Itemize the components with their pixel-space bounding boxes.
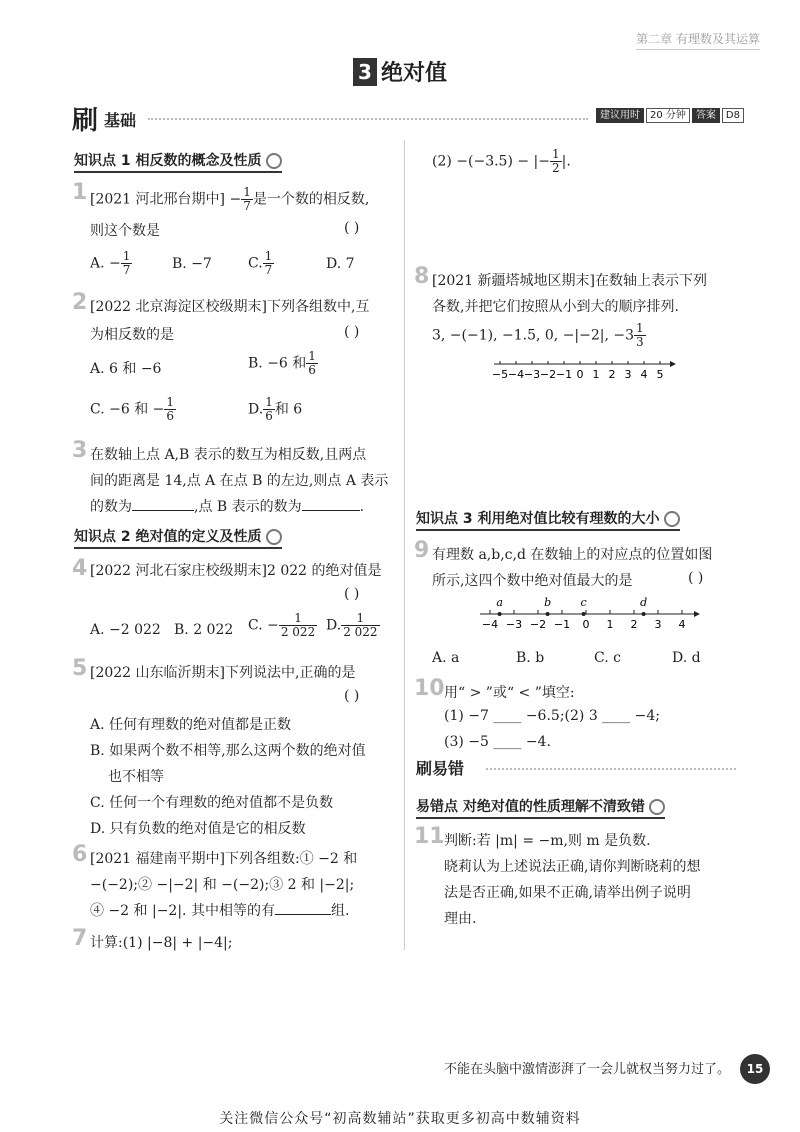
- q6-text-b: 组.: [330, 903, 350, 919]
- option-d: D.: [326, 617, 342, 634]
- q4-option-c: [248, 612, 317, 639]
- knowledge-point-1: [74, 150, 282, 173]
- q6-line3: [90, 900, 349, 920]
- q5-option-c: C. 任何一个有理数的绝对值都不是负数: [90, 795, 334, 811]
- title-number: 3: [353, 58, 377, 86]
- question-number: 3: [72, 438, 88, 463]
- q7-line2: [432, 148, 571, 175]
- tick-label: −4: [481, 618, 499, 631]
- option-d: D.: [248, 401, 264, 418]
- question-number: 9: [414, 538, 430, 563]
- q1-text-b: 是一个数的相反数,: [252, 191, 370, 208]
- q10-line3: (3) −5 ____ −4.: [444, 734, 551, 750]
- denominator: 7: [243, 199, 251, 213]
- dotted-divider: [486, 768, 736, 770]
- fill-blank[interactable]: [132, 510, 194, 511]
- q1-option-a: [90, 250, 132, 277]
- q10-line1: 用“ > ”或“ < ”填空:: [444, 685, 575, 701]
- arrow-icon: [670, 361, 676, 367]
- q10-line2: (1) −7 ____ −6.5;(2) 3 ____ −4;: [444, 708, 660, 724]
- question-number: 4: [72, 556, 88, 581]
- q1-option-c: [248, 250, 274, 277]
- question-number: 10: [414, 676, 445, 701]
- point-dot: [642, 612, 646, 616]
- page-number: 15: [740, 1054, 770, 1084]
- time-label: 建议用时: [596, 108, 644, 123]
- point-label: b: [544, 596, 552, 609]
- fraction: [634, 322, 646, 349]
- tick-label: 0: [582, 618, 590, 631]
- knowledge-point-3: [416, 508, 680, 531]
- kp3-text: 知识点 3 利用绝对值比较有理数的大小: [416, 511, 660, 527]
- q4-option-d: [326, 612, 380, 639]
- numerator: 1: [636, 321, 644, 335]
- numerator: 1: [122, 249, 131, 263]
- q9-number-line: [476, 596, 706, 636]
- q7-text-a: (2) −(−3.5) − |−: [432, 153, 551, 170]
- q9-option-d: D. d: [672, 650, 701, 666]
- q5-option-b-cont: 也不相等: [108, 769, 164, 785]
- tick-label: −3: [523, 368, 541, 381]
- question-number: 6: [72, 842, 88, 867]
- fraction: [121, 250, 133, 277]
- tick-label: 4: [640, 368, 648, 381]
- q11-line3: 法是否正确,如果不正确,请举出例子说明: [444, 885, 691, 901]
- answer-bracket: ( ): [344, 586, 360, 602]
- question-number: 7: [72, 926, 88, 951]
- q3-line2: 间的距离是 14,点 A 在点 B 的左边,则点 A 表示: [90, 473, 389, 489]
- error-section-title: 刷易错: [416, 759, 465, 778]
- question-number: 8: [414, 264, 430, 289]
- option-c: C. −: [248, 617, 279, 634]
- denominator: 6: [265, 409, 273, 423]
- denominator: 2 022: [343, 625, 378, 639]
- tick-label: −4: [507, 368, 525, 381]
- target-icon: [664, 511, 680, 527]
- q8-number-line: [490, 356, 680, 384]
- q3-line1: 在数轴上点 A,B 表示的数互为相反数,且两点: [90, 447, 367, 463]
- chapter-header: 第二章 有理数及其运算: [636, 30, 760, 50]
- tick-label: 2: [608, 368, 616, 381]
- numerator: 1: [341, 612, 379, 626]
- q9-option-a: A. a: [432, 650, 460, 666]
- q7-line1: 计算:(1) |−8| + |−4|;: [90, 935, 233, 951]
- tick-label: −3: [505, 618, 523, 631]
- knowledge-point-2: [74, 526, 282, 549]
- axis-points: [496, 596, 647, 616]
- title-text: 绝对值: [380, 61, 447, 86]
- time-box: [596, 108, 746, 123]
- q8-line1: [2021 新疆塔城地区期末]在数轴上表示下列: [432, 273, 708, 289]
- point-label: d: [640, 596, 648, 609]
- page-title: [0, 56, 800, 87]
- answer-bracket: ( ): [688, 570, 704, 586]
- q5-option-b: B. 如果两个数不相等,那么这两个数的绝对值: [90, 743, 366, 759]
- denominator: 2 022: [280, 625, 316, 639]
- q8-line3: [432, 322, 646, 349]
- denominator: 3: [636, 335, 644, 349]
- fraction: [263, 250, 275, 277]
- point-label: c: [580, 596, 587, 609]
- denominator: 7: [122, 263, 131, 277]
- tick-label: −2: [529, 618, 547, 631]
- numerator: 1: [166, 395, 175, 409]
- error-point: [416, 796, 665, 819]
- question-number: 11: [414, 824, 445, 849]
- q11-line2: 晓莉认为上述说法正确,请你判断晓莉的想: [444, 859, 701, 875]
- answer-bracket: ( ): [344, 688, 360, 704]
- fill-blank[interactable]: [302, 510, 360, 511]
- fraction: [241, 186, 253, 213]
- option-b: B. −6 和: [248, 355, 307, 372]
- q1-option-d: D. 7: [326, 256, 355, 272]
- question-number: 1: [72, 180, 88, 205]
- fraction: [550, 148, 562, 175]
- q2-option-a: A. 6 和 −6: [90, 361, 162, 377]
- q9-option-b: B. b: [516, 650, 545, 666]
- q8-numbers: 3, −(−1), −1.5, 0, −|−2|, −3: [432, 327, 635, 344]
- q1-text: [2021 河北邢台期中] −: [90, 191, 242, 208]
- q2-option-c: [90, 396, 176, 423]
- q11-line4: 理由.: [444, 911, 477, 927]
- column-divider: [404, 140, 405, 950]
- option-d-tail: 和 6: [274, 401, 303, 418]
- point-dot: [582, 612, 586, 616]
- q6-text-a: ④ −2 和 |−2|. 其中相等的有: [90, 903, 275, 919]
- point-label: a: [496, 596, 503, 609]
- answer-bracket: ( ): [344, 220, 360, 236]
- fraction: [164, 396, 176, 423]
- fraction: [279, 612, 317, 639]
- tick-label: 3: [624, 368, 632, 381]
- tick-label: 3: [654, 618, 662, 631]
- tick-label: −2: [539, 368, 557, 381]
- q5-line1: [2022 山东临沂期末]下列说法中,正确的是: [90, 665, 356, 681]
- q8-line2: 各数,并把它们按照从小到大的顺序排列.: [432, 299, 679, 315]
- option-a: A. −: [90, 255, 121, 272]
- q3-text-c: .: [359, 499, 365, 515]
- tick-label: 1: [606, 618, 614, 631]
- q4-option-b: B. 2 022: [174, 622, 234, 638]
- denominator: 7: [264, 263, 273, 277]
- fraction: [341, 612, 379, 639]
- numerator: 1: [265, 395, 273, 409]
- q9-option-c: C. c: [594, 650, 621, 666]
- tick-label: 2: [630, 618, 638, 631]
- q9-line1: 有理数 a,b,c,d 在数轴上的对应点的位置如图: [432, 547, 713, 563]
- tick-label: 4: [678, 618, 686, 631]
- footer-quote: 不能在头脑中激情澎湃了一会儿就权当努力过了。: [443, 1062, 730, 1077]
- tick-label: 0: [576, 368, 584, 381]
- q2-line1: [2022 北京海淀区校级期末]下列各组数中,互: [90, 299, 370, 315]
- answer-bracket: ( ): [344, 324, 360, 340]
- option-c: C.: [248, 255, 263, 272]
- denominator: 6: [308, 363, 316, 377]
- tick-label: −5: [491, 368, 509, 381]
- q3-line3: [90, 496, 364, 516]
- tick-label: 5: [656, 368, 664, 381]
- q1-line1: [90, 186, 369, 213]
- answer-value: D8: [722, 108, 744, 123]
- target-icon: [266, 529, 282, 545]
- q9-line2: 所示,这四个数中绝对值最大的是: [432, 573, 633, 589]
- section-name: 基础: [104, 111, 137, 130]
- fraction: [306, 350, 318, 377]
- numerator: 1: [552, 147, 560, 161]
- q4-line1: [2022 河北石家庄校级期末]2 022 的绝对值是: [90, 563, 382, 579]
- question-number: 2: [72, 290, 88, 315]
- arrow-icon: [694, 611, 700, 617]
- target-icon: [266, 153, 282, 169]
- tick-label: −1: [555, 368, 573, 381]
- q4-option-a: A. −2 022: [90, 622, 161, 638]
- q2-line2: 为相反数的是: [90, 327, 174, 343]
- point-dot: [546, 612, 550, 616]
- dotted-divider: [148, 118, 588, 120]
- target-icon: [649, 799, 665, 815]
- kp2-text: 知识点 2 绝对值的定义及性质: [74, 529, 262, 545]
- q6-line2: −(−2);② −|−2| 和 −(−2);③ 2 和 |−2|;: [90, 877, 355, 893]
- q5-option-d: D. 只有负数的绝对值是它的相反数: [90, 821, 306, 837]
- q3-text-a: 的数为: [90, 499, 132, 515]
- numerator: 1: [264, 249, 273, 263]
- point-dot: [498, 612, 502, 616]
- q5-option-a: A. 任何有理数的绝对值都是正数: [90, 717, 292, 733]
- numerator: 1: [243, 185, 251, 199]
- section-brush-label: 刷: [72, 106, 99, 136]
- q11-line1: 判断:若 |m| = −m,则 m 是负数.: [444, 833, 651, 849]
- time-value: 20 分钟: [646, 108, 690, 123]
- q1-line2: 则这个数是: [90, 223, 160, 239]
- q2-option-d: [248, 396, 302, 423]
- tick-label: 1: [592, 368, 600, 381]
- q7-text-b: |.: [561, 153, 571, 170]
- numerator: 1: [308, 349, 316, 363]
- q2-option-b: [248, 350, 318, 377]
- question-number: 5: [72, 656, 88, 681]
- tick-label: −1: [553, 618, 571, 631]
- answer-label: 答案: [692, 108, 720, 123]
- q6-line1: [2021 福建南平期中]下列各组数:① −2 和: [90, 851, 358, 867]
- fill-blank[interactable]: [275, 914, 331, 915]
- q1-option-b: B. −7: [172, 256, 212, 272]
- denominator: 6: [166, 409, 175, 423]
- watermark: 关注微信公众号“初高数辅站”获取更多初高中数辅资料: [219, 1111, 581, 1127]
- fraction: [263, 396, 275, 423]
- option-c: C. −6 和 −: [90, 401, 165, 418]
- error-point-text: 易错点 对绝对值的性质理解不清致错: [416, 799, 645, 815]
- numerator: 1: [279, 612, 317, 626]
- kp1-text: 知识点 1 相反数的概念及性质: [74, 153, 262, 169]
- denominator: 2: [552, 161, 560, 175]
- q3-text-b: ,点 B 表示的数为: [194, 499, 302, 515]
